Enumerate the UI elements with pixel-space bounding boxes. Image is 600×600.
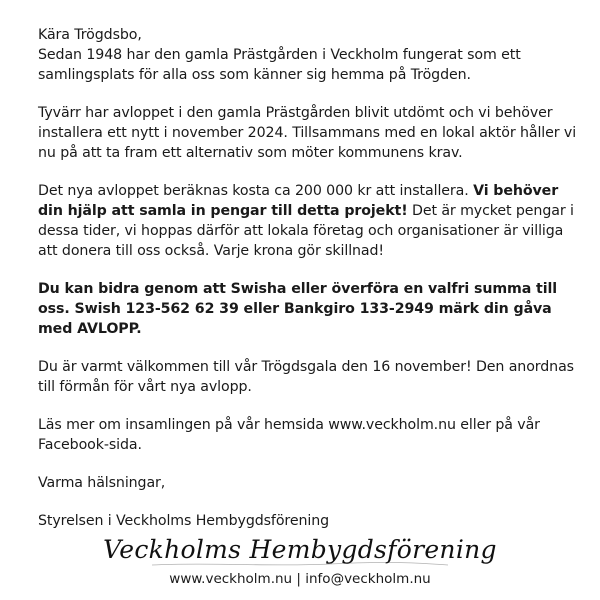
contact-footer: www.veckholm.nu | info@veckholm.nu <box>169 571 431 587</box>
cost-text-continued: Det är mycket pengar i dessa tider, vi hoppas därför att lokala företag och organisationer är villiga att donera till oss också. Varje krona gör skillnad! <box>38 203 574 259</box>
problem-paragraph: Tyvärr har avloppet i den gamla Prästgården blivit utdömt och vi behöver installera ett nytt i november 2024. Tillsammans med en lokal aktör håller vi nu på att ta fram ett alternativ som möter kommunens krav. <box>38 105 577 161</box>
greeting-and-intro <box>38 25 586 85</box>
greeting: Kära Trögdsbo, <box>38 27 142 43</box>
cost-paragraph <box>38 181 586 261</box>
gala-paragraph: Du är varmt välkommen till vår Trögdsgala den 16 november! Den anordnas till förmån för vårt nya avlopp. <box>38 359 574 395</box>
closing: Varma hälsningar, <box>38 475 166 491</box>
help-request: Vi behöver din hjälp att samla in pengar till detta projekt! <box>38 183 559 219</box>
board-signature: Styrelsen i Veckholms Hembygdsförening <box>38 513 329 529</box>
signature-flourish <box>150 560 450 568</box>
intro-paragraph: Sedan 1948 har den gamla Prästgården i Veckholm fungerat som ett samlingsplats för alla oss som känner sig hemma på Trögden. <box>38 47 521 83</box>
more-info-paragraph: Läs mer om insamlingen på vår hemsida www.veckholm.nu eller på vår Facebook-sida. <box>38 417 540 453</box>
donation-instructions: Du kan bidra genom att Swisha eller överföra en valfri summa till oss. Swish 123-562 62 39 eller Bankgiro 133-2949 märk din gåva med AVLOPP. <box>38 281 557 337</box>
letter-body <box>38 25 586 549</box>
cost-text: Det nya avloppet beräknas kosta ca 200 000 kr att installera. <box>38 183 474 199</box>
handwritten-signature: Veckholms Hembygdsförening <box>103 535 497 564</box>
